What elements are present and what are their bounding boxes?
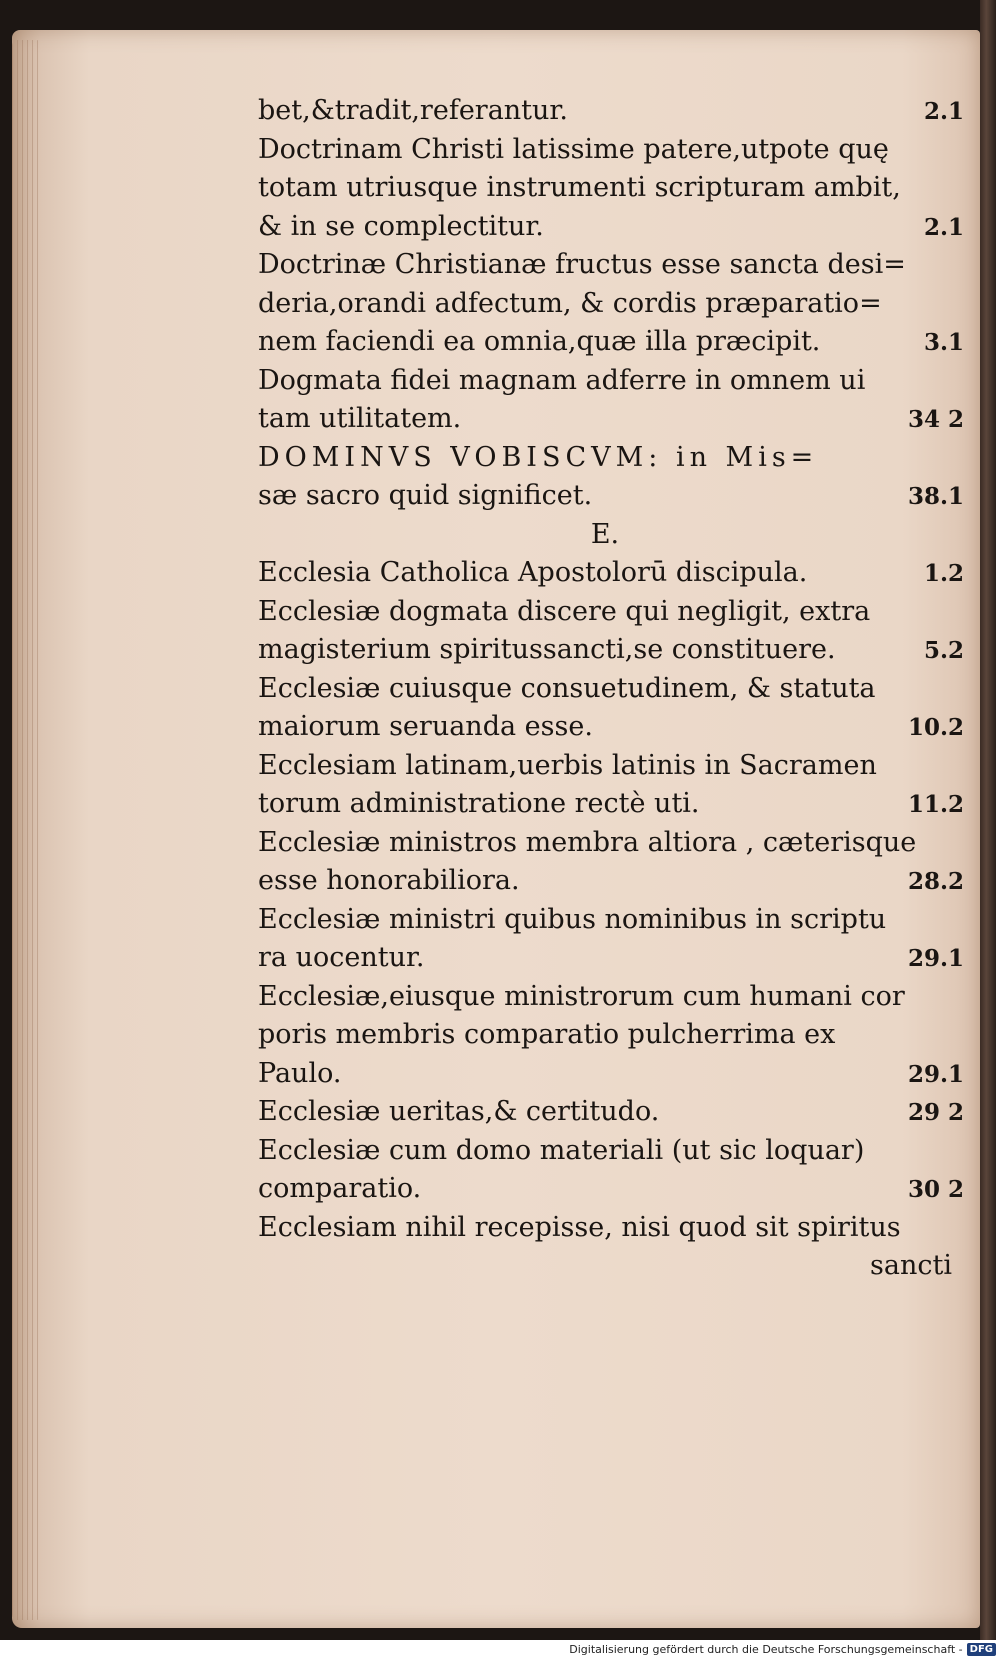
index-line-17: maiorum seruanda esse. 10.2 — [258, 711, 964, 742]
index-line-29: comparatio. 30 2 — [258, 1173, 964, 1204]
index-line-13: Ecclesia Catholica Apostolorū discipula. 1.2 — [258, 557, 964, 588]
index-line-2: Doctrinam Christi latissime patere,utpote quę — [258, 133, 889, 165]
index-line-8: Dogmata fidei magnam adferre in omnem ui — [258, 364, 866, 396]
index-line-27: Ecclesiæ ueritas,& certitudo. 29 2 — [258, 1096, 964, 1127]
index-line-26: Paulo. 29.1 — [258, 1057, 964, 1089]
index-text-block — [258, 92, 964, 1286]
index-line-9: tam utilitatem. 34 2 — [258, 403, 964, 434]
page-stack-edge — [12, 40, 42, 1620]
index-line-25: poris membris comparatio pulcherrima ex — [258, 1019, 836, 1050]
index-line-15: magisterium spiritussancti,se constituere. 5.2 — [258, 634, 964, 665]
index-line-28: Ecclesiæ cum domo materiali (ut sic loquar) — [258, 1134, 865, 1166]
digitization-footer — [569, 1643, 996, 1656]
index-line-4: & in se complectitur. 2.1 — [258, 210, 964, 242]
index-line-22: Ecclesiæ ministri quibus nominibus in scriptu — [258, 903, 887, 935]
index-line-23: ra uocentur. 29.1 — [258, 942, 964, 973]
index-line-10: DOMINVS VOBISCVM: in Mis= — [258, 441, 819, 473]
index-line-5: Doctrinæ Christianæ fructus esse sancta desi= — [258, 249, 906, 280]
index-line-3: totam utriusque instrumenti scripturam ambit, — [258, 172, 901, 203]
index-line-20: Ecclesiæ ministros membra altiora , cæterisque — [258, 826, 917, 858]
index-line-18: Ecclesiam latinam,uerbis latinis in Sacramen — [258, 749, 877, 781]
index-line-19: torum administratione rectè uti. 11.2 — [258, 788, 964, 819]
book-spine-edge — [980, 0, 996, 1640]
index-line-30: Ecclesiam nihil recepisse, nisi quod sit spiritus — [258, 1211, 901, 1243]
index-line-21: esse honorabiliora. 28.2 — [258, 865, 964, 896]
index-line-11: sæ sacro quid significet. 38.1 — [258, 480, 964, 511]
index-line-1: bet,&tradit,referantur. 2.1 — [258, 95, 964, 126]
section-letter-heading: E. — [590, 518, 620, 550]
footer-text: Digitalisierung gefördert durch die Deutsche Forschungsgemeinschaft - — [569, 1643, 963, 1656]
index-line-7: nem faciendi ea omnia,quæ illa præcipit. 3.1 — [258, 326, 964, 357]
index-line-6: deria,orandi adfectum, & cordis præparatio= — [258, 287, 882, 319]
catchword: sancti — [870, 1250, 952, 1281]
index-line-14: Ecclesiæ dogmata discere qui negligit, extra — [258, 595, 871, 627]
dfg-logo: DFG — [967, 1643, 996, 1656]
index-line-16: Ecclesiæ cuiusque consuetudinem, & statuta — [258, 672, 876, 704]
index-line-24: Ecclesiæ,eiusque ministrorum cum humani cor — [258, 980, 905, 1012]
